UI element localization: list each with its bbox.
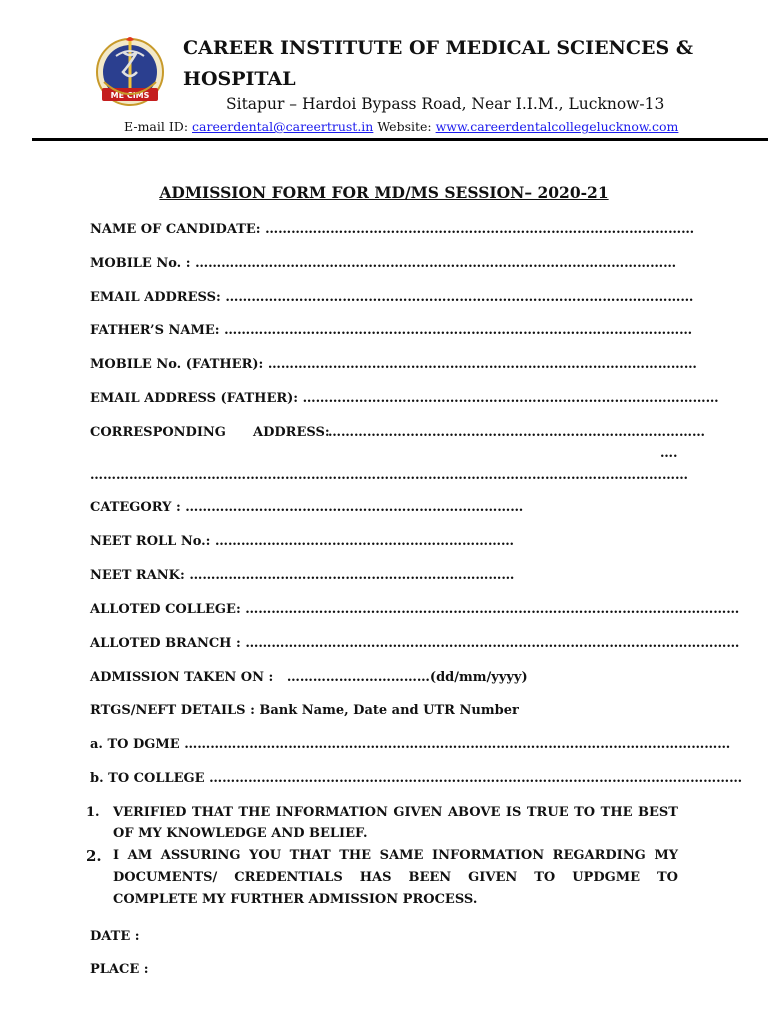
field-label: MOBILE No. : xyxy=(90,256,191,271)
field-blank: ……………………………………………………………………………………… xyxy=(265,222,695,237)
field-label: NEET RANK: xyxy=(90,568,185,583)
field-alloted-college[interactable] xyxy=(90,601,740,619)
field-address-line2[interactable] xyxy=(90,467,688,485)
field-label: ALLOTED BRANCH : xyxy=(90,636,241,651)
field-blank: ………………………………………………………………………………………………………………………… xyxy=(90,468,688,483)
field-blank: ………………………………………………………………………………………………… xyxy=(195,256,677,271)
place-label: PLACE : xyxy=(90,962,149,977)
field-neet-rank[interactable] xyxy=(90,567,514,585)
field-label: NEET ROLL No.: xyxy=(90,534,211,549)
field-category[interactable] xyxy=(90,499,523,517)
field-blank: ……………………………………………………………………………………………… xyxy=(225,290,694,305)
field-blank: …………………………………………………………………………………………………… xyxy=(245,636,740,651)
field-blank: …. xyxy=(660,446,678,461)
field-label: NAME OF CANDIDATE: xyxy=(90,222,261,237)
institution-name: CAREER INSTITUTE OF MEDICAL SCIENCES & HOSPITAL xyxy=(183,37,694,90)
field-neet-roll[interactable] xyxy=(90,533,514,551)
field-father-name[interactable] xyxy=(90,322,692,340)
field-label: EMAIL ADDRESS (FATHER): xyxy=(90,391,299,406)
field-to-dgme[interactable] xyxy=(90,736,731,754)
field-label: EMAIL ADDRESS: xyxy=(90,290,221,305)
date-label: DATE : xyxy=(90,929,140,944)
field-blank: …………………………………………………………………………………………………………… xyxy=(209,771,743,786)
field-address[interactable] xyxy=(90,424,705,442)
field-label: ADMISSION TAKEN ON : xyxy=(90,670,274,685)
field-address-continuation[interactable] xyxy=(660,445,678,463)
logo-caption: ME CIMS xyxy=(110,91,150,100)
field-blank: …………………………………………………………………………………………………… xyxy=(245,602,740,617)
field-blank: …………………………………………………………………………………… xyxy=(302,391,719,406)
field-label: b. TO COLLEGE xyxy=(90,771,205,786)
website-label: Website: xyxy=(377,119,432,134)
email-link[interactable]: careerdental@careertrust.in xyxy=(192,119,374,134)
field-label: CORRESPONDING ADDRESS: xyxy=(90,425,330,440)
declaration-item xyxy=(86,845,678,911)
field-blank: ……………………………………………………………………………………… xyxy=(267,357,697,372)
field-alloted-branch[interactable] xyxy=(90,635,740,653)
contact-line xyxy=(124,119,724,134)
field-email[interactable] xyxy=(90,289,693,307)
field-label: a. TO DGME xyxy=(90,737,180,752)
website-link[interactable]: www.careerdentalcollegelucknow.com xyxy=(435,119,679,134)
field-blank: ……………………………………………………………………………………………………………… xyxy=(184,737,731,752)
declaration-number: 2. xyxy=(86,847,102,865)
field-blank: …………………………………………………………………………… xyxy=(328,425,705,440)
field-blank: …………………………………………………………………… xyxy=(185,500,524,515)
field-mobile[interactable] xyxy=(90,255,676,273)
place-field[interactable] xyxy=(90,961,149,979)
field-label: RTGS/NEFT DETAILS : Bank Name, Date and UTR Number xyxy=(90,703,519,718)
institution-logo xyxy=(90,32,170,112)
header-divider xyxy=(32,138,768,141)
field-blank: ………………………………………………………………… xyxy=(189,568,515,583)
declaration-text: I AM ASSURING YOU THAT THE SAME INFORMATION REGARDING MY DOCUMENTS/ CREDENTIALS HAS BEEN GIVEN TO UPDGME TO COMPLETE MY FURTHER ADMISSION PROCESS. xyxy=(113,848,678,907)
field-blank: ……………………………(dd/mm/yyyy) xyxy=(277,670,528,685)
declaration-item xyxy=(86,802,678,844)
email-label: E-mail ID: xyxy=(124,119,189,134)
declaration-text: VERIFIED THAT THE INFORMATION GIVEN ABOVE IS TRUE TO THE BEST OF MY KNOWLEDGE AND BELIEF. xyxy=(113,805,678,841)
rtgs-neft-heading xyxy=(90,702,519,720)
field-label: FATHER’S NAME: xyxy=(90,323,220,338)
field-to-college[interactable] xyxy=(90,770,743,788)
declaration-number: 1. xyxy=(86,805,100,820)
field-father-mobile[interactable] xyxy=(90,356,697,374)
institution-address: Sitapur – Hardoi Bypass Road, Near I.I.M., Lucknow-13 xyxy=(226,95,665,113)
field-blank: …………………………………………………………… xyxy=(215,534,515,549)
field-blank: ……………………………………………………………………………………………… xyxy=(224,323,693,338)
caduceus-emblem-icon xyxy=(90,32,170,112)
field-father-email[interactable] xyxy=(90,390,719,408)
field-label: CATEGORY : xyxy=(90,500,181,515)
field-admission-date[interactable] xyxy=(90,669,528,687)
field-label: ALLOTED COLLEGE: xyxy=(90,602,241,617)
date-field[interactable] xyxy=(90,928,140,946)
field-label: MOBILE No. (FATHER): xyxy=(90,357,264,372)
form-title: ADMISSION FORM FOR MD/MS SESSION– 2020-21 xyxy=(159,183,609,202)
field-candidate-name[interactable] xyxy=(90,221,694,239)
